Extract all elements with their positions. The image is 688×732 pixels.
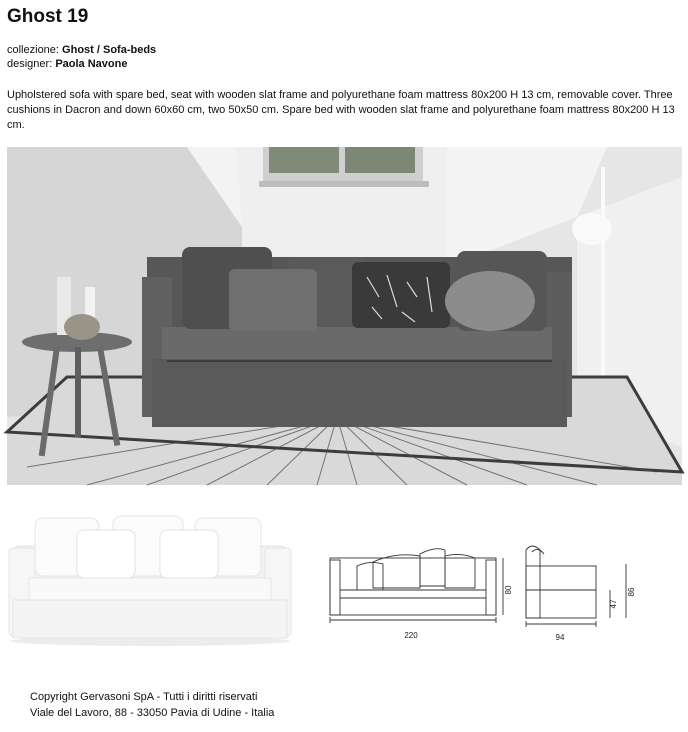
- side-height-label: 86: [627, 587, 636, 597]
- designer-value: Paola Navone: [55, 58, 128, 70]
- product-meta: [7, 43, 156, 71]
- product-description: Upholstered sofa with spare bed, seat with wooden slat frame and polyurethane foam mattress 80x200 H 13 cm, removable cover. Three cushions in Dacron and down 60x60 cm, two 50x50 cm. Spare bed with wooden slat frame and polyurethane foam mattress 80x200 H 13 cm.: [7, 89, 675, 131]
- room-photo: [7, 147, 682, 485]
- designer-line: [7, 57, 156, 71]
- collection-line: [7, 43, 156, 57]
- white-sofa-image: [5, 508, 295, 648]
- side-seat-height-label: 47: [609, 599, 618, 609]
- designer-label: designer:: [7, 58, 53, 70]
- side-depth-label: 94: [555, 633, 565, 642]
- collection-label: collezione:: [7, 44, 59, 56]
- side-view-drawing: [518, 540, 643, 650]
- front-height-label: 80: [504, 585, 513, 595]
- footer: [30, 689, 274, 721]
- front-view-drawing: [325, 540, 513, 650]
- room-photo-illustration: [7, 147, 682, 485]
- front-width-label: 220: [404, 631, 418, 640]
- collection-value: Ghost / Sofa-beds: [62, 44, 157, 56]
- copyright-text: Copyright Gervasoni SpA - Tutti i diritti riservati: [30, 691, 258, 703]
- product-title: Ghost 19: [7, 6, 89, 27]
- address-text: Viale del Lavoro, 88 - 33050 Pavia di Udine - Italia: [30, 707, 275, 719]
